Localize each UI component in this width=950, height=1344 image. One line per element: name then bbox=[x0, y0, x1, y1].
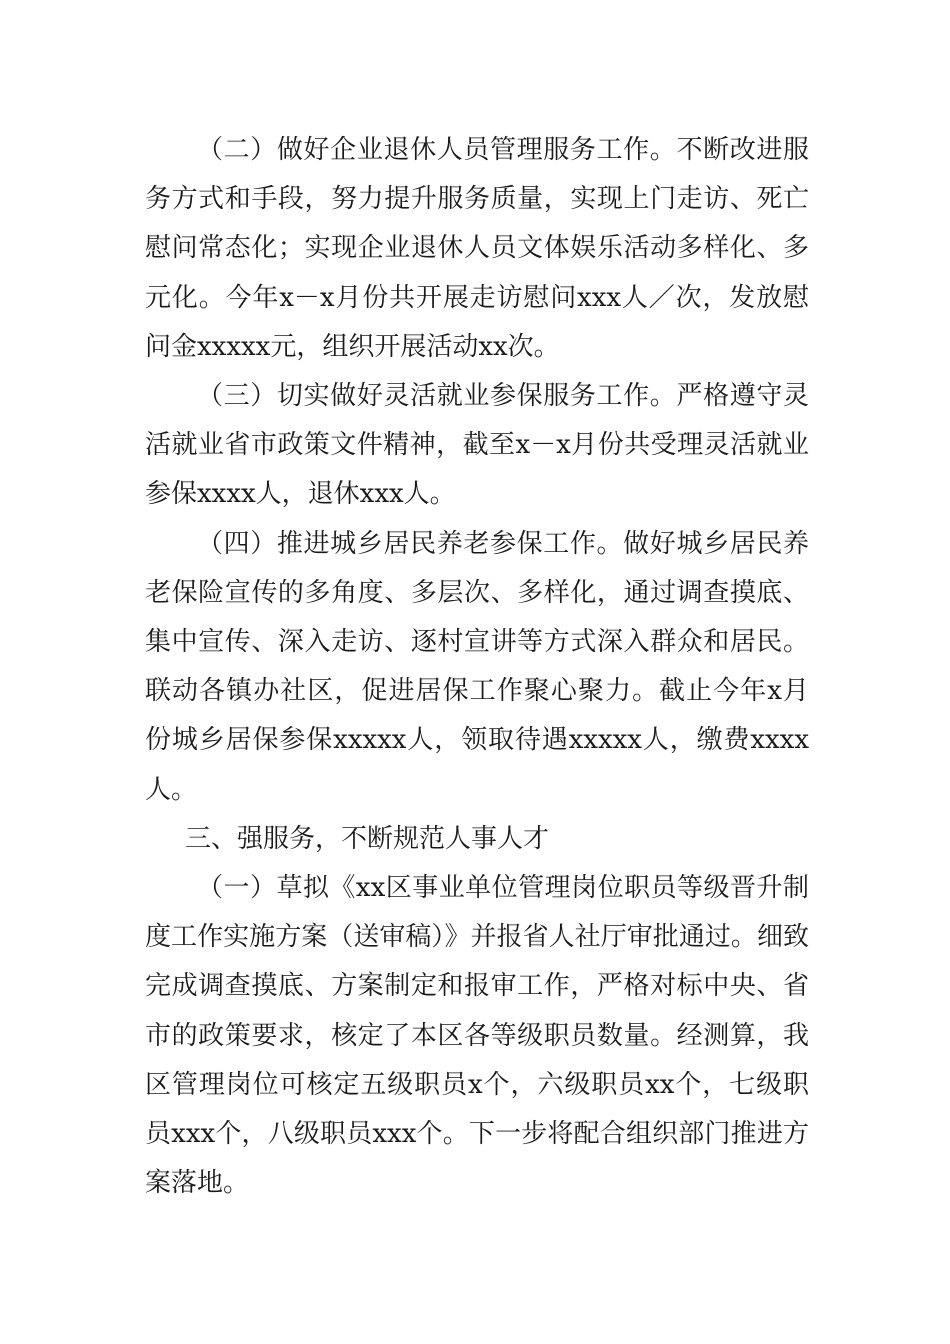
paragraph-flexible-employment: （三）切实做好灵活就业参保服务工作。严格遵守灵活就业省市政策文件精神，截至x－x月份共受理灵活就业参保xxxx人，退休xxx人。 bbox=[145, 381, 809, 510]
section-heading: 三、强服务，不断规范人事人才 bbox=[185, 823, 550, 854]
paragraph-staff-promotion: （一）草拟《xx区事业单位管理岗位职员等级晋升制度工作实施方案（送审稿）》并报省人社厅审批通过。细致完成调查摸底、方案制定和报审工作，严格对标中央、省市的政策要求，核定了本区各等级职员数量。经测算，我区管理岗位可核定五级职员x个，六级职员xx个，七级职员xxx个，八级职员xxx个。下一步将配合组织部门推进方案落地。 bbox=[145, 873, 809, 1199]
paragraph-retiree-services: （二）做好企业退休人员管理服务工作。不断改进服务方式和手段，努力提升服务质量，实现上门走访、死亡慰问常态化；实现企业退休人员文体娱乐活动多样化、多元化。今年x－x月份共开展走访慰问xxx人／次，发放慰问金xxxxx元，组织开展活动xx次。 bbox=[145, 135, 809, 362]
paragraph-rural-pension: （四）推进城乡居民养老参保工作。做好城乡居民养老保险宣传的多角度、多层次、多样化，通过调查摸底、集中宣传、深入走访、逐村宣讲等方式深入群众和居民。联动各镇办社区，促进居保工作聚心聚力。截止今年x月份城乡居保参保xxxxx人，领取待遇xxxxx人，缴费xxxx人。 bbox=[145, 528, 809, 805]
document-body bbox=[145, 126, 809, 1208]
